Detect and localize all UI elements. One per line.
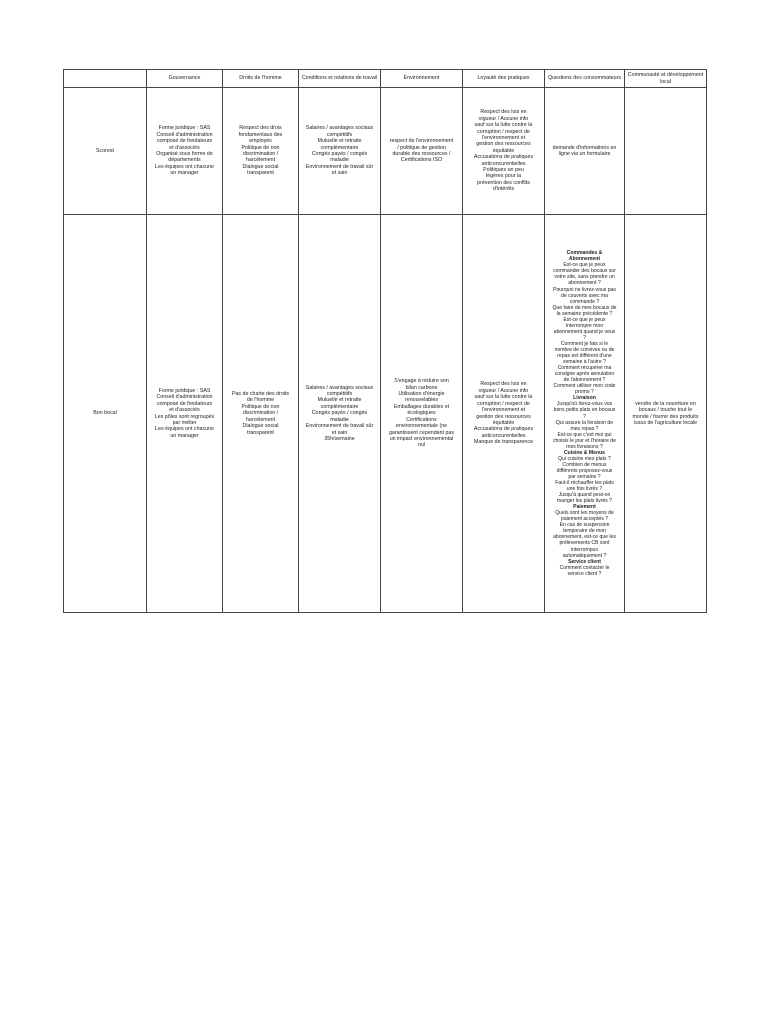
cell-line: complémentaire — [320, 144, 359, 151]
cell-line: Les équipes ont chacune — [155, 163, 214, 170]
communaute-cell — [625, 88, 707, 215]
cell-line: Forme juridique : SAS — [158, 387, 211, 394]
cell-line: automatiquement ? — [562, 552, 607, 559]
header-cell-conditions: Conditions et relations de travail — [299, 70, 381, 88]
gouvernance-cell — [147, 88, 223, 215]
cell-line: commande ? — [569, 298, 600, 305]
cell-line: Pas de charte des droits — [231, 391, 290, 398]
cell-line: demande d'informations en — [552, 144, 617, 151]
cell-line: par métier — [172, 419, 197, 426]
cell-line: différents proposez-vous — [556, 467, 613, 474]
cell-line: Environnement de travail sûr — [305, 163, 374, 170]
cell-line: Conseil d'administration — [156, 131, 213, 138]
cell-line: d'intérêts — [492, 186, 515, 193]
cell-line: interrompre mon — [565, 322, 604, 329]
row-name-cell: Bon bocal — [64, 215, 147, 613]
cell-line: Forme juridique : SAS — [158, 125, 211, 132]
cell-line: employés — [249, 138, 272, 145]
cell-line: Jusqu'où livrez-vous vos — [556, 401, 613, 408]
cell-line: bilan carbone — [405, 384, 438, 391]
cell-line: Mutuelle et retraite — [317, 138, 362, 145]
cell-line: fondamentaux des — [238, 131, 283, 138]
cell-line: corruption / respect de — [477, 128, 530, 135]
cell-line: consigne après annulation — [554, 371, 615, 378]
cell-line: Mutuelle et retraite — [317, 397, 362, 404]
cell-line: Est-ce que c'est moi qui — [557, 431, 612, 438]
cell-line: gestion des ressources — [476, 141, 531, 148]
conditions-cell — [299, 215, 381, 613]
cell-line: Service client — [568, 558, 601, 565]
cell-line: sauf sur la lutte contre la — [474, 394, 533, 401]
cell-line: Respect des lois en — [480, 381, 527, 388]
cell-line: choisis le jour et l'horaire de — [553, 437, 616, 444]
cell-line: issus de l'agriculture locale — [633, 419, 698, 426]
cell-line: Que faire de mes bocaux de — [552, 304, 617, 311]
cell-line: Dialogue social — [242, 163, 279, 170]
cell-line: et sain — [331, 170, 348, 177]
cell-line: composé de fondateurs — [156, 400, 213, 407]
droits-cell — [223, 215, 299, 613]
loyaute-cell — [463, 88, 545, 215]
cell-line: équitable — [492, 147, 515, 154]
cell-line: Emballages durables et — [393, 403, 450, 410]
cell-line: anticoncurentielles — [481, 160, 526, 167]
cell-line: Livraison — [573, 395, 596, 402]
cell-line: et d'associés — [169, 144, 200, 151]
cell-line: vigueur / Aucune info — [478, 115, 529, 122]
cell-line: compétitifs — [326, 131, 353, 138]
cell-line: mes repas ? — [570, 425, 599, 432]
cell-line: nul — [417, 442, 426, 449]
cell-line: et sain — [331, 429, 348, 436]
cell-line: Utilisation d'énergie — [398, 391, 445, 398]
cell-line: votre site, sans prendre un — [554, 274, 615, 281]
cell-line: mes livraisons ? — [566, 443, 603, 450]
cell-line: Environnement de travail sûr — [305, 423, 374, 430]
cell-line: abonnement quand je veux — [553, 328, 616, 335]
cell-line: Organisé sous forme de — [156, 151, 213, 157]
cell-line: environnementale (ne — [395, 423, 448, 430]
cell-line: manger les plats livrés ? — [557, 498, 612, 505]
cell-line: anticoncurentielles — [481, 432, 526, 439]
cell-line: Les pôles sont regroupés — [154, 413, 215, 420]
cell-line: écologiques — [407, 410, 436, 417]
cell-line: transparent — [247, 170, 274, 177]
questions-cell — [545, 88, 625, 215]
loyaute-cell — [463, 215, 545, 613]
cell-line: Cuisine & Menus — [563, 449, 606, 456]
cell-line: Respect des drois — [239, 125, 282, 132]
cell-line: paiement acceptés ? — [560, 516, 608, 523]
cell-line: ? — [583, 413, 586, 420]
cell-line: Accusations de pratiques — [473, 426, 534, 433]
rse-comparison-table — [63, 69, 707, 613]
cell-line: Congés payés / congés — [311, 151, 368, 157]
cell-line: commander des bocaux sur — [553, 268, 616, 275]
cell-line: abonnement, est-ce que les — [553, 534, 616, 541]
cell-line: Combien de menus — [562, 461, 607, 468]
cell-line: légères pour la — [485, 173, 522, 180]
gouvernance-cell — [147, 215, 223, 613]
cell-line: complémentaire — [320, 403, 359, 410]
cell-line: Dialogue social — [242, 423, 279, 430]
cell-line: renouvelables — [405, 397, 438, 404]
header-row — [64, 70, 707, 88]
cell-line: l'environnement et — [481, 134, 526, 141]
cell-line: Manque de transparence — [474, 439, 533, 446]
cell-line: composé de fondateurs — [156, 138, 213, 145]
cell-line: harcèlement — [245, 416, 276, 423]
cell-line: Conseil d'administration — [156, 394, 213, 401]
cell-line: ? — [583, 334, 586, 341]
environnement-cell — [381, 88, 463, 215]
cell-line: maladie — [330, 157, 349, 164]
header-cell-communaute: Communauté et développement local — [625, 70, 707, 88]
cell-line: Politiques un peu — [483, 167, 524, 174]
cell-line: un manager — [170, 170, 199, 177]
header-cell-droits: Droits de l'homme — [223, 70, 299, 88]
cell-line: bocaux / touche tout le — [638, 407, 693, 414]
cell-line: Politique de non — [241, 144, 280, 151]
cell-line: sauf sur la lutte contre la — [474, 122, 533, 129]
cell-line: de l'abonnement ? — [563, 377, 606, 384]
cell-line: Quels sont les moyens de — [555, 510, 614, 517]
cell-line: interrompus — [571, 546, 598, 553]
table-row — [64, 88, 707, 215]
cell-line: Comment je fais si le — [560, 340, 609, 347]
cell-line: vendre de la nourriture en — [635, 400, 696, 407]
cell-line: Salaires / avantages sociaux — [305, 125, 374, 132]
cell-line: compétitifs — [326, 391, 353, 398]
cell-line: Qui assure la livraison de — [555, 419, 614, 426]
cell-line: de l'homme — [246, 397, 275, 404]
communaute-cell — [625, 215, 707, 613]
cell-line: discrimination / — [242, 151, 279, 157]
header-cell-loyaute: Loyauté des pratiques — [463, 70, 545, 88]
cell-line: durable des ressources / — [392, 151, 451, 157]
droits-cell — [223, 88, 299, 215]
cell-line: repas est différent d'une — [557, 353, 612, 360]
cell-line: Accusations de pratiques — [473, 154, 534, 161]
cell-line: la semaine précédente ? — [556, 310, 613, 317]
cell-line: équitable — [492, 419, 515, 426]
cell-line: 35h/semaine — [324, 435, 355, 442]
cell-line: Les équipes ont chacune — [155, 426, 214, 433]
cell-line: départements — [168, 157, 201, 164]
cell-line: transparent — [247, 429, 274, 436]
cell-line: un impact environnemental — [389, 435, 454, 442]
cell-line: Salaires / avantages sociaux — [305, 384, 374, 391]
cell-line: Paiement — [573, 504, 596, 511]
cell-line: discrimination / — [242, 410, 279, 417]
table-row — [64, 215, 707, 613]
header-cell-questions: Questions des consommateurs — [545, 70, 625, 88]
cell-line: maladie — [330, 416, 349, 423]
header-cell-gouvernance: Gouvernance — [147, 70, 223, 88]
row-name-cell: Scorest — [64, 88, 147, 215]
cell-line: abonnement ? — [568, 280, 601, 287]
cell-line: Est-ce que je peux — [563, 316, 606, 323]
questions-cell — [545, 215, 625, 613]
header-cell-environnement: Environnement — [381, 70, 463, 88]
cell-line: et d'associés — [169, 407, 200, 414]
cell-line: / politique de gestion — [397, 144, 446, 151]
cell-line: Qui cuisine mes plats ? — [558, 455, 611, 462]
cell-line: l'environnement et — [481, 407, 526, 414]
cell-line: Comment contacter le — [559, 564, 610, 571]
cell-line: un manager — [170, 432, 199, 439]
cell-line: semaine à l'autre ? — [563, 359, 606, 366]
cell-line: Comment récupérer ma — [557, 365, 612, 372]
cell-line: nombre de convives ou de — [554, 346, 615, 353]
cell-line: Congés payés / congés — [311, 410, 368, 417]
cell-line: harcèlement — [245, 157, 276, 164]
environnement-cell — [381, 215, 463, 613]
header-cell-empty — [64, 70, 147, 88]
cell-line: monde / fournir des produits — [632, 413, 699, 420]
cell-line: corruption / respect de — [477, 400, 530, 407]
cell-line: Pourquoi ne livrez-vous pas — [553, 286, 616, 293]
cell-line: temporaire de mon — [563, 528, 606, 535]
cell-line: Respect des lois en — [480, 109, 527, 116]
conditions-cell — [299, 88, 381, 215]
cell-line: respect de l'environnement — [389, 138, 454, 145]
cell-line: S'engage à réduire son — [394, 378, 449, 385]
cell-line: Certifications ISO — [400, 157, 443, 164]
cell-line: Commandes & — [566, 250, 603, 257]
cell-line: par semaine ? — [568, 473, 601, 480]
cell-line: Faut-il réchauffer les plats — [555, 480, 614, 487]
cell-line: garantissent cependant pas — [388, 429, 455, 436]
cell-line: prélèvements CB sont — [559, 540, 610, 547]
cell-line: promo ? — [575, 389, 594, 396]
cell-line: Certifications — [406, 416, 437, 423]
cell-line: une fois livrés ? — [566, 486, 603, 493]
cell-line: vigueur / Aucune info — [478, 387, 529, 394]
cell-line: Est-ce que je peux — [563, 262, 606, 269]
cell-line: Abonnement — [568, 256, 601, 263]
cell-line: Jusqu'à quand peut-on — [558, 492, 611, 499]
cell-line: En cas de suspension — [559, 522, 610, 529]
cell-line: gestion des ressources — [476, 413, 531, 420]
cell-line: Comment utiliser mon code — [553, 383, 616, 390]
cell-line: de couverts avec ma — [561, 292, 608, 299]
cell-line: service client ? — [567, 570, 602, 577]
cell-line: Politique de non — [241, 403, 280, 410]
cell-line: ligne via un formulaire — [558, 151, 611, 157]
cell-line: bons petits plats en bocaux — [553, 407, 616, 414]
cell-line: prévention des conflits — [477, 179, 530, 186]
